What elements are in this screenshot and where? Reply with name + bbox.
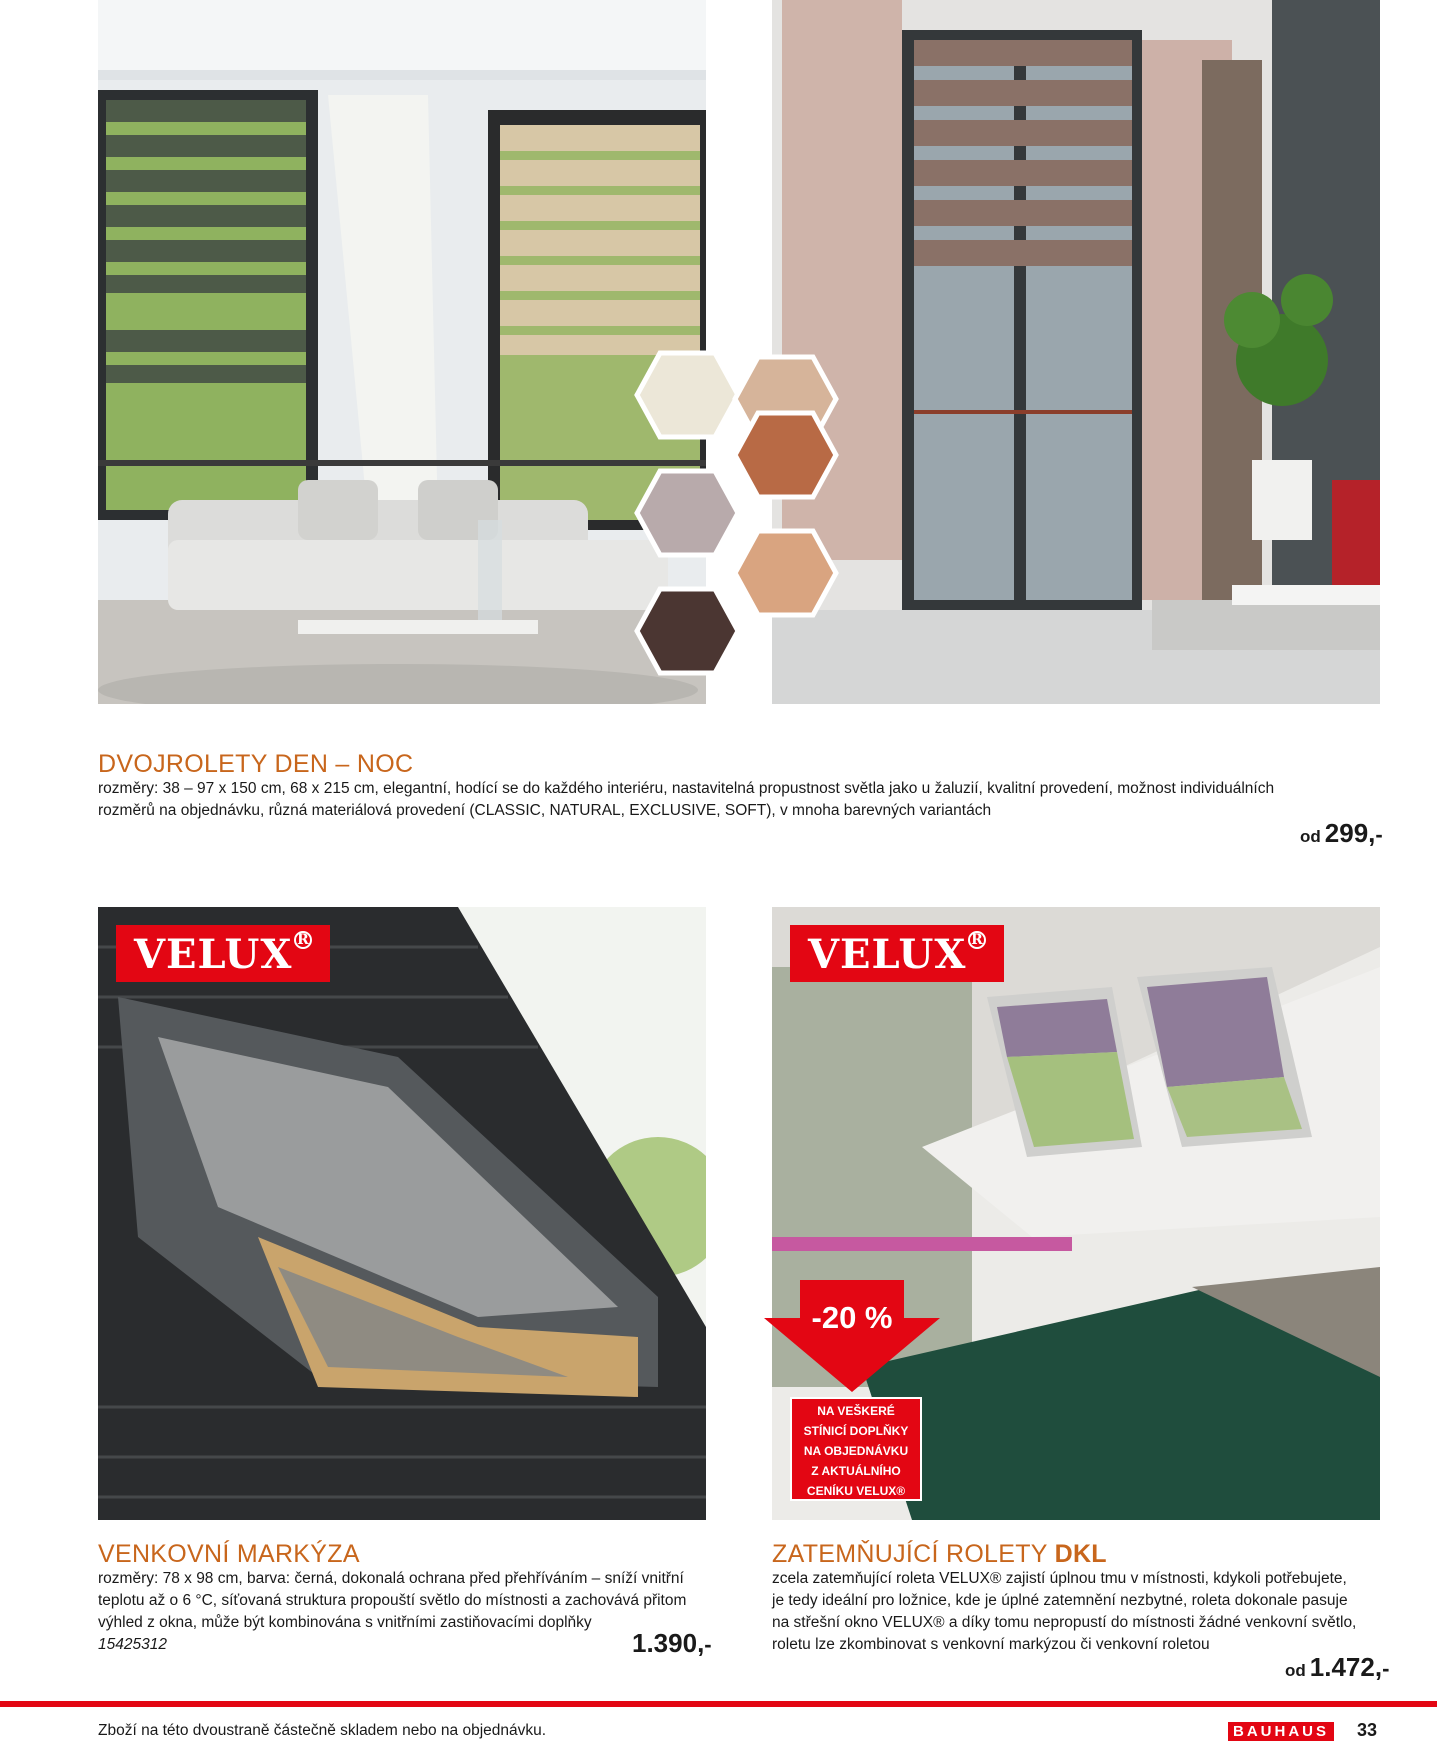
description-line: rozměry: 78 x 98 cm, barva: černá, dokonalá ochrana před přehříváním – sníží vnitřní: [98, 1570, 684, 1587]
product-title-rolety-dkl: [772, 1540, 1107, 1569]
velux-logo-text: VELUX: [808, 931, 967, 978]
product-description-markyza: [98, 1568, 718, 1656]
price-value: 299,: [1324, 818, 1376, 848]
discount-note: [790, 1397, 922, 1501]
description-line: je tedy ideální pro ložnice, kde je úplné zatemnění nezbytné, roleta dokonale pasuje: [772, 1592, 1348, 1609]
discount-note-line: NA OBJEDNÁVKU: [803, 1444, 909, 1458]
velux-logo: [790, 925, 1004, 982]
price-prefix: od: [1285, 1661, 1306, 1680]
price-suffix: -: [1382, 1656, 1390, 1681]
product-title-dvojrolety: DVOJROLETY DEN – NOC: [98, 750, 414, 778]
title-model: DKL: [1054, 1540, 1107, 1568]
title-text: ZATEMŇUJÍCÍ ROLETY: [772, 1540, 1055, 1568]
product-code: 15425312: [98, 1636, 167, 1653]
product-description-dvojrolety: [98, 778, 1388, 822]
description-line: rozměrů na objednávku, různá materiálová provedení (CLASSIC, NATURAL, EXCLUSIVE, SOFT), v mnoha barevných variantách: [98, 802, 992, 819]
discount-note-line: NA VEŠKERÉ: [817, 1404, 895, 1418]
swatch-peach-stripes: [735, 531, 836, 615]
discount-label: -20 %: [811, 1300, 893, 1335]
price-value: 1.472,: [1309, 1652, 1383, 1682]
price-rolety-dkl: [1285, 1652, 1389, 1683]
photo-living-room: [98, 0, 706, 704]
roof-awning-illustration: [98, 907, 706, 1520]
registered-icon: R: [294, 931, 312, 949]
product-title-markyza: VENKOVNÍ MARKÝZA: [98, 1540, 360, 1568]
footer-note: Zboží na této dvoustraně částečně skladem nebo na objednávku.: [98, 1722, 547, 1739]
swatch-copper: [735, 413, 836, 497]
price-suffix: -: [1375, 822, 1383, 847]
photo-bedroom-window: [772, 0, 1380, 704]
swatch-light-beige: [637, 353, 738, 437]
description-line: na střešní okno VELUX® a díky tomu nepropustí do místnosti žádné venkovní světlo,: [772, 1614, 1357, 1631]
price-dvojrolety: [1300, 818, 1383, 849]
swatch-grey-stripes: [637, 471, 738, 555]
bauhaus-logo: BAUHAUS: [1228, 1722, 1334, 1741]
footer-divider: [0, 1701, 1437, 1707]
price-prefix: od: [1300, 827, 1321, 846]
description-line: výhled z okna, může být kombinována s vnitřními zastiňovacími doplňky: [98, 1614, 592, 1631]
description-line: teplotu až o 6 °C, síťovaná struktura propouští světlo do místnosti a zachovává přitom: [98, 1592, 687, 1609]
discount-arrow: [762, 1280, 942, 1392]
window-blinds-illustration: [772, 0, 1380, 704]
living-room-illustration: [98, 0, 706, 704]
price-value: 1.390,: [632, 1628, 705, 1658]
description-line: roletu lze zkombinovat s venkovní markýzou či venkovní roletou: [772, 1636, 1210, 1653]
price-markyza: [632, 1628, 712, 1659]
product-description-rolety-dkl: [772, 1568, 1392, 1656]
discount-note-line: CENÍKU VELUX®: [806, 1484, 906, 1498]
registered-icon: R: [968, 931, 986, 949]
description-line: rozměry: 38 – 97 x 150 cm, 68 x 215 cm, elegantní, hodící se do každého interiéru, nastavitelná propustnost světla jako u žaluzií, kvalitní provedení, možnost individuálních: [98, 780, 1275, 797]
price-suffix: -: [704, 1632, 712, 1657]
discount-note-line: STÍNICÍ DOPLŇKY: [803, 1424, 909, 1438]
discount-note-line: Z AKTUÁLNÍHO: [811, 1464, 901, 1478]
swatch-dark-brown: [637, 589, 738, 673]
description-line: zcela zatemňující roleta VELUX® zajistí úplnou tmu v místnosti, kdykoli potřebujete,: [772, 1570, 1347, 1587]
velux-logo: [116, 925, 330, 982]
photo-roof-awning: [98, 907, 706, 1520]
color-swatches: [630, 345, 850, 725]
velux-logo-text: VELUX: [134, 931, 293, 978]
page-number: 33: [1357, 1720, 1378, 1740]
